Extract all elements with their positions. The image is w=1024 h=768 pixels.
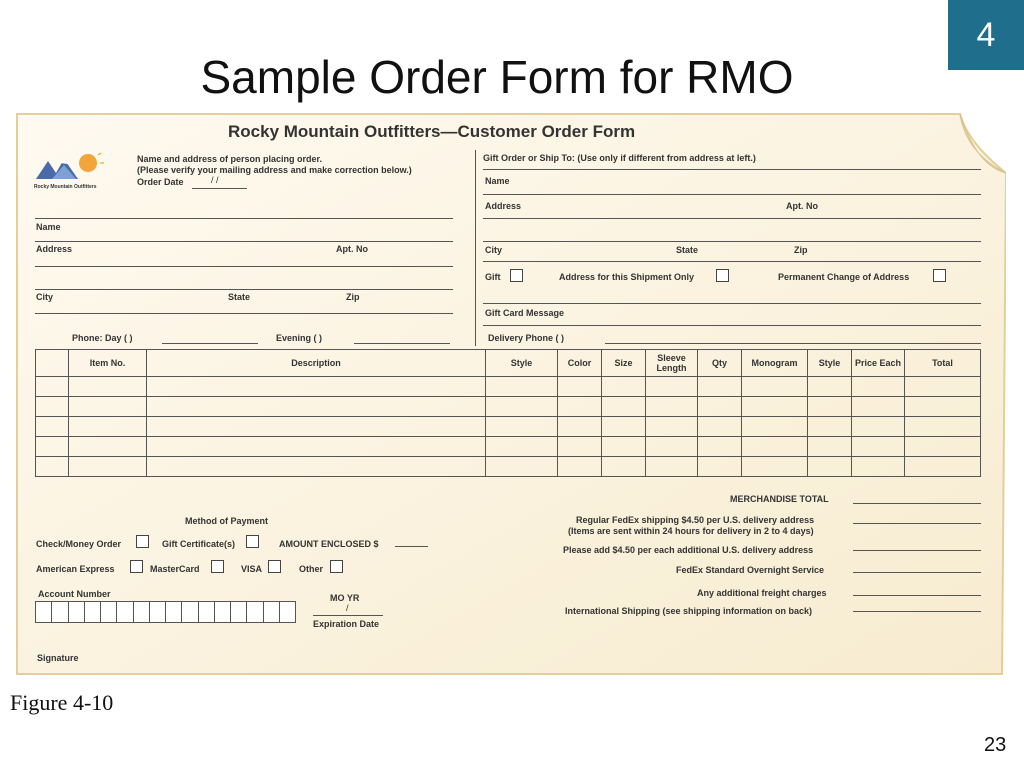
regular-fedex-label: Regular FedEx shipping $4.50 per U.S. delivery address [576, 515, 815, 525]
ship-state-label: State [676, 245, 699, 255]
col-monogram: Monogram [742, 350, 808, 377]
method-of-payment-label: Method of Payment [185, 516, 269, 526]
state-label: State [228, 292, 251, 302]
other-checkbox[interactable] [330, 560, 343, 573]
slide-title: Sample Order Form for RMO [200, 51, 794, 103]
order-date-label: Order Date [137, 177, 184, 187]
expiration-date-field[interactable] [313, 615, 383, 616]
phone-day-field[interactable] [162, 343, 258, 344]
account-number-label: Account Number [38, 589, 111, 599]
visa-label: VISA [241, 564, 263, 574]
permanent-change-checkbox[interactable] [933, 269, 946, 282]
zip-label: Zip [346, 292, 360, 302]
col-size: Size [602, 350, 646, 377]
ship-city-label: City [485, 245, 503, 255]
col-price-each: Price Each [852, 350, 905, 377]
ship-city-field[interactable] [483, 261, 981, 262]
table-row[interactable] [36, 397, 981, 417]
ship-address-field[interactable] [483, 218, 981, 219]
delivery-phone-field[interactable] [605, 343, 981, 344]
ship-zip-label: Zip [794, 245, 808, 255]
freight-label: Any additional freight charges [697, 588, 827, 598]
freight-field[interactable] [853, 595, 981, 596]
amex-label: American Express [36, 564, 115, 574]
ship-apt-no-label: Apt. No [786, 201, 818, 211]
account-number-field[interactable] [35, 601, 296, 623]
signature-label: Signature [37, 653, 79, 663]
merchandise-total-field[interactable] [853, 503, 981, 504]
regular-fedex-field[interactable] [853, 523, 981, 524]
amount-enclosed-label: AMOUNT ENCLOSED $ [279, 539, 379, 549]
gift-certificate-checkbox[interactable] [246, 535, 259, 548]
name-label: Name [36, 222, 61, 232]
city-field[interactable] [35, 313, 453, 314]
international-label: International Shipping (see shipping information on back) [565, 606, 813, 616]
order-date-field[interactable] [192, 188, 247, 189]
items-table [35, 349, 981, 477]
col-qty: Qty [698, 350, 742, 377]
permanent-change-label: Permanent Change of Address [778, 272, 910, 282]
additional-address-label: Please add $4.50 per each additional U.S. delivery address [563, 545, 814, 555]
expiration-date-label: Expiration Date [313, 619, 380, 629]
items-table-header [36, 350, 981, 377]
evening-phone-field[interactable] [354, 343, 450, 344]
address-shipment-only-label: Address for this Shipment Only [559, 272, 695, 282]
ship-address-label: Address [485, 201, 522, 211]
instructions-line-2: (Please verify your mailing address and make correction below.) [137, 165, 412, 175]
mo-yr-label: MO YR [330, 593, 360, 603]
col-total: Total [905, 350, 981, 377]
delivery-phone-label: Delivery Phone ( ) [488, 333, 565, 343]
evening-phone-label: Evening ( ) [276, 333, 323, 343]
col-monogram-style: Style [808, 350, 852, 377]
chapter-badge: 4 [948, 0, 1024, 70]
merchandise-total-label: MERCHANDISE TOTAL [730, 494, 829, 504]
figure-caption: Figure 4-10 [10, 690, 114, 715]
table-row[interactable] [36, 417, 981, 437]
instructions-line-1: Name and address of person placing order. [137, 154, 323, 164]
page-number: 23 [984, 734, 1007, 756]
overnight-field[interactable] [853, 572, 981, 573]
check-money-order-label: Check/Money Order [36, 539, 122, 549]
international-field[interactable] [853, 611, 981, 612]
col-item-no: Item No. [69, 350, 147, 377]
col-style: Style [486, 350, 558, 377]
order-form [16, 113, 1006, 675]
gift-label: Gift [485, 272, 501, 282]
form-title: Rocky Mountain Outfitters—Customer Order Form [228, 122, 636, 141]
table-row[interactable] [36, 377, 981, 397]
col-color: Color [558, 350, 602, 377]
column-divider [475, 150, 476, 346]
additional-address-field[interactable] [853, 550, 981, 551]
order-date-slashes: / / [211, 175, 219, 185]
check-money-order-checkbox[interactable] [136, 535, 149, 548]
gift-card-message-field[interactable] [483, 325, 981, 326]
phone-day-label: Phone: Day ( ) [72, 333, 133, 343]
visa-checkbox[interactable] [268, 560, 281, 573]
amount-enclosed-field[interactable] [395, 546, 428, 547]
city-label: City [36, 292, 54, 302]
address-field[interactable] [35, 266, 453, 267]
gift-checkbox[interactable] [510, 269, 523, 282]
regular-fedex-note: (Items are sent within 24 hours for delivery in 2 to 4 days) [568, 526, 814, 536]
gift-card-message-label: Gift Card Message [485, 308, 565, 318]
mastercard-label: MasterCard [150, 564, 200, 574]
name-field[interactable] [35, 241, 453, 242]
amex-checkbox[interactable] [130, 560, 143, 573]
gift-order-label: Gift Order or Ship To: (Use only if different from address at left.) [483, 153, 756, 163]
address-shipment-only-checkbox[interactable] [716, 269, 729, 282]
other-label: Other [299, 564, 324, 574]
gift-certificate-label: Gift Certificate(s) [162, 539, 236, 549]
logo-text: Rocky Mountain Outfitters [34, 184, 97, 190]
table-row[interactable] [36, 457, 981, 477]
table-row[interactable] [36, 437, 981, 457]
col-sleeve-length: Sleeve Length [646, 350, 698, 377]
col-description: Description [147, 350, 486, 377]
apt-no-label: Apt. No [336, 244, 368, 254]
expiration-slash: / [346, 603, 349, 613]
ship-name-field[interactable] [483, 194, 981, 195]
mastercard-checkbox[interactable] [211, 560, 224, 573]
overnight-label: FedEx Standard Overnight Service [676, 565, 825, 575]
ship-name-label: Name [485, 176, 510, 186]
address-label: Address [36, 244, 73, 254]
